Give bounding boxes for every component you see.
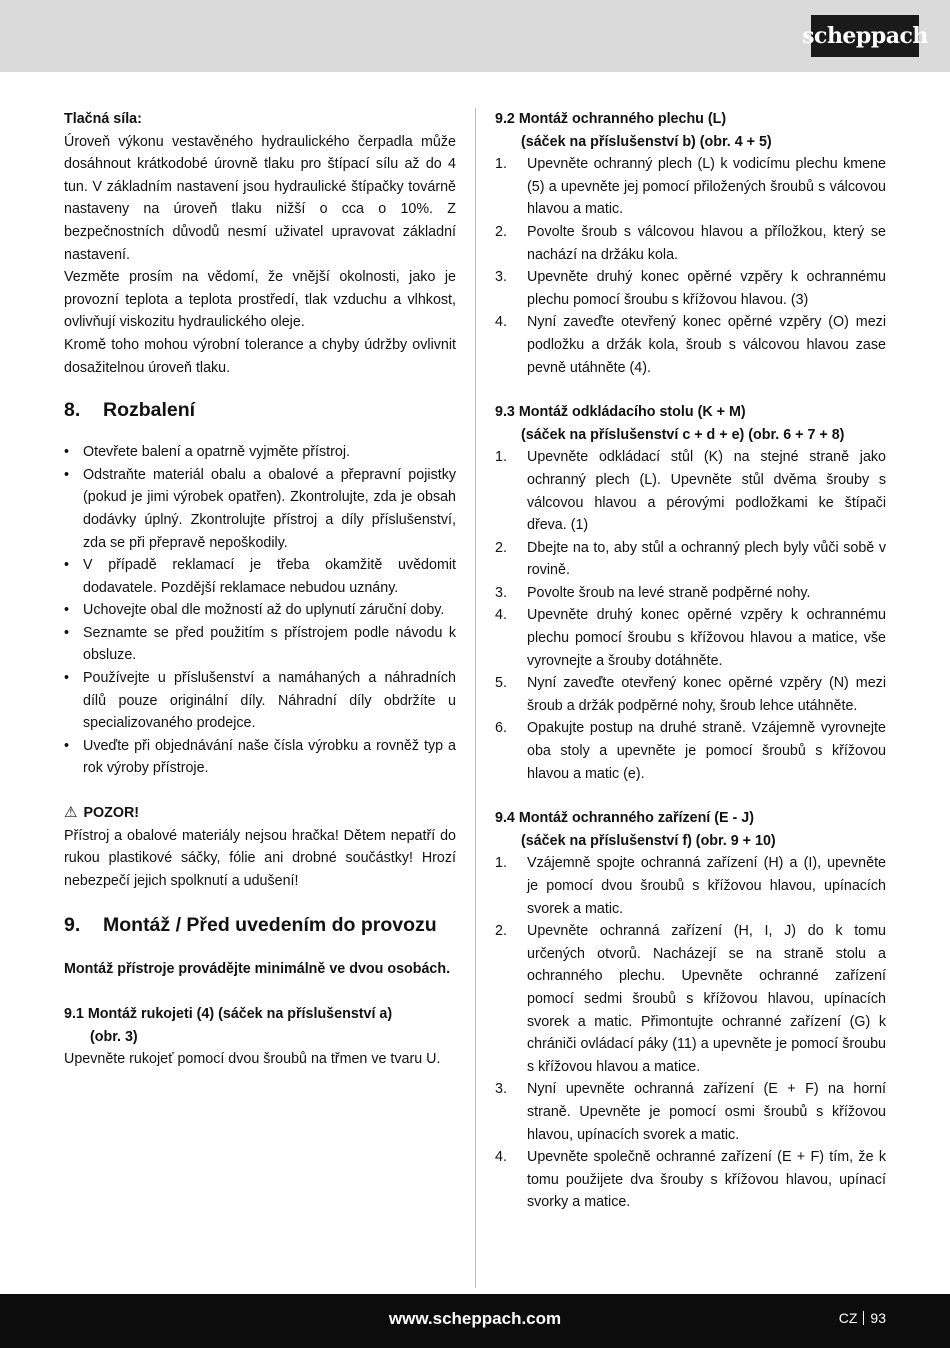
warning-title: POZOR!	[83, 805, 140, 822]
list-item	[495, 672, 886, 717]
subsection-9-1-title: 9.1 Montáž rukojeti (4) (sáček na příslušenství a)	[64, 1006, 393, 1022]
step-number: 4.	[495, 607, 507, 624]
pressure-paragraph-3: Kromě toho mohou výrobní tolerance a chyby údržby ovlivnit dosažitelnou úroveň tlaku.	[64, 336, 456, 376]
list-item	[495, 717, 886, 785]
step-text: Upevněte odkládací stůl (K) na stejné straně jako ochranný plech (L). Upevněte stůl dvěma šrouby s válcovou hlavou a pérovými podložkami ke štípači dřeva. (1)	[527, 449, 886, 534]
language-code: CZ	[838, 1310, 858, 1326]
list-item	[495, 311, 886, 379]
step-text: Povolte šroub na levé straně podpěrné nohy.	[527, 584, 811, 601]
step-number: 1.	[495, 449, 507, 466]
unpacking-list	[64, 441, 456, 780]
list-item	[495, 266, 886, 311]
list-item	[495, 221, 886, 266]
step-text: Upevněte společně ochranné zařízení (E + F) tím, že k tomu použijete dva šrouby s křížovou hlavou, upínací svorky a matice.	[527, 1149, 886, 1211]
subsection-9-4-steps	[495, 852, 886, 1214]
step-number: 4.	[495, 1149, 507, 1166]
step-number: 6.	[495, 720, 507, 737]
warning-heading	[64, 802, 456, 825]
step-number: 3.	[495, 584, 507, 601]
pressure-paragraph-2: Vezměte prosím na vědomí, že vnější okolnosti, jako je provozní teplota a teplota prostředí, tlak vzduchu a vlhkost, ovlivňují viskozitu hydraulického oleje.	[64, 269, 456, 331]
subsection-9-4-heading	[495, 807, 886, 852]
step-number: 3.	[495, 1081, 507, 1098]
subsection-9-1-subtitle: (obr. 3)	[90, 1028, 138, 1045]
section-8-heading	[64, 397, 456, 423]
step-number: 2.	[495, 923, 507, 940]
list-item	[495, 1146, 886, 1214]
list-item: • Uchovejte obal dle možností až do uplynutí záruční doby.	[64, 599, 456, 622]
step-text: Povolte šroub s válcovou hlavou a příložkou, který se nachází na držáku kola.	[527, 223, 886, 263]
page-indicator	[839, 1310, 886, 1326]
subsection-9-2-steps	[495, 153, 886, 379]
step-text: Opakujte postup na druhé straně. Vzájemně vyrovnejte oba stoly a upevněte je pomocí šroubů s křížovou hlavou a matic (e).	[527, 720, 886, 782]
step-number: 4.	[495, 314, 507, 331]
subsection-9-3-heading	[495, 401, 886, 446]
warning-triangle-icon: ⚠	[64, 804, 78, 822]
step-text: Upevněte ochranný plech (L) k vodicímu plechu kmene (5) a upevněte jej pomocí přiložených šroubů s válcovou hlavou a matic.	[527, 156, 886, 218]
step-text: Dbejte na to, aby stůl a ochranný plech byly vůči sobě v rovině.	[527, 539, 886, 579]
list-item	[495, 582, 886, 605]
step-text: Nyní upevněte ochranná zařízení (E + F) na horní straně. Upevněte je pomocí osmi šroubů s křížovou hlavou, upínacích svorek a matic.	[527, 1081, 886, 1143]
section-9-intro: Montáž přístroje provádějte minimálně ve dvou osobách.	[64, 961, 451, 978]
step-text: Vzájemně spojte ochranná zařízení (H) a (I), upevněte je pomocí dvou šroubů s křížovou hlavou, upínacích svorek a matic.	[527, 855, 886, 917]
subsection-9-2-title: 9.2 Montáž ochranného plechu (L)	[495, 111, 727, 127]
section-9-heading	[64, 912, 456, 938]
list-item	[495, 920, 886, 1078]
brand-logo: scheppach	[811, 15, 919, 57]
subsection-9-4-subtitle: (sáček na příslušenství f) (obr. 9 + 10)	[521, 832, 776, 849]
subsection-9-2-heading	[495, 108, 886, 153]
footer-bar	[0, 1294, 950, 1348]
left-column	[64, 108, 456, 1071]
subsection-9-3-subtitle: (sáček na příslušenství c + d + e) (obr. 6 + 7 + 8)	[521, 426, 845, 443]
list-item: • Seznamte se před použitím s přístrojem podle návodu k obsluze.	[64, 622, 456, 667]
list-item	[495, 537, 886, 582]
subsection-9-1-text: Upevněte rukojeť pomocí dvou šroubů na třmen ve tvaru U.	[64, 1051, 441, 1068]
pressure-paragraph-1: Úroveň výkonu vestavěného hydraulického čerpadla může dosáhnout krátkodobé úrovně tlaku pro štípací sílu až do 4 tun. V základním nastavení jsou hydraulické štípačky továrně nastaveny na úroveň tlaku nižší o cca o 10%. Z bezpečnostních důvodů nesmí uživatel upravovat základní nastavení.	[64, 133, 456, 263]
subsection-9-2-subtitle: (sáček na příslušenství b) (obr. 4 + 5)	[521, 133, 772, 150]
list-item	[495, 604, 886, 672]
list-item	[495, 1078, 886, 1146]
step-text: Upevněte druhý konec opěrné vzpěry k ochrannému plechu pomocí šroubu s křížovou hlavou. (3)	[527, 269, 886, 308]
step-number: 5.	[495, 675, 507, 692]
step-text: Nyní zaveďte otevřený konec opěrné vzpěry (N) mezi šroub a držák podpěrné nohy, šroub lehce utáhněte.	[527, 675, 886, 714]
subsection-9-1-heading	[64, 1003, 456, 1048]
subsection-9-3-title: 9.3 Montáž odkládacího stolu (K + M)	[495, 404, 746, 421]
section-9-title: Montáž / Před uvedením do provozu	[103, 914, 437, 937]
subsection-9-4-title: 9.4 Montáž ochranného zařízení (E - J)	[495, 810, 754, 827]
separator	[863, 1311, 864, 1325]
page-number: 93	[870, 1310, 886, 1326]
step-number: 3.	[495, 269, 507, 286]
step-text: Upevněte druhý konec opěrné vzpěry k ochrannému plechu pomocí šroubu s křížovou hlavou a matice, vše vyrovnejte a šrouby dotáhněte.	[527, 607, 886, 669]
step-text: Upevněte ochranná zařízení (H, I, J) do k tomu určených otvorů. Nacházejí se na straně stolu a ochranného plechu. Upevněte ochranné zařízení pomocí sedmi šroubů s křížovou hlavou, upínacích svorek a matic. Přimontujte ochranné zařízení (G) k chrániči ovládací páky (11) a upevněte je pomocí šroubu s křížovou hlavou a matice.	[527, 923, 886, 1075]
column-divider	[475, 108, 476, 1288]
list-item	[495, 153, 886, 221]
section-9-number: 9.	[64, 914, 81, 937]
step-number: 2.	[495, 539, 507, 556]
step-number: 2.	[495, 223, 507, 240]
list-item	[495, 852, 886, 920]
warning-text: Přístroj a obalové materiály nejsou hračka! Dětem nepatří do rukou plastikové sáčky, fólie ani drobné součástky! Hrozí nebezpečí jejich spolknutí a udušení!	[64, 827, 456, 889]
list-item: • Otevřete balení a opatrně vyjměte přístroj.	[64, 441, 456, 464]
right-column	[495, 108, 886, 1214]
step-number: 1.	[495, 156, 507, 173]
list-item	[495, 446, 886, 536]
pressure-title: Tlačná síla:	[64, 111, 142, 127]
list-item: • Používejte u příslušenství a namáhaných a náhradních dílů pouze originální díly. Náhradní díly obdržíte u specializovaného prodejce.	[64, 667, 456, 735]
section-8-title: Rozbalení	[103, 399, 196, 422]
list-item: • Uveďte při objednávání naše čísla výrobku a rovněž typ a rok výroby přístroje.	[64, 735, 456, 780]
subsection-9-3-steps	[495, 446, 886, 785]
section-8-number: 8.	[64, 399, 81, 422]
step-text: Nyní zaveďte otevřený konec opěrné vzpěry (O) mezi podložku a držák kola, šroub s válcovou hlavou zase pevně utáhněte (4).	[527, 314, 886, 376]
list-item: • Odstraňte materiál obalu a obalové a přepravní pojistky (pokud je jimi výrobek opatřen). Zkontrolujte, zda je obsah dodávky úplný. Zkontrolujte přístroj a díly příslušenství, zda se při přepravě nepoškodily.	[64, 464, 456, 554]
website-link[interactable]: www.scheppach.com	[388, 1309, 562, 1328]
list-item: • V případě reklamací je třeba okamžitě uvědomit dodavatele. Pozdější reklamace nebudou uznány.	[64, 554, 456, 599]
step-number: 1.	[495, 855, 507, 872]
